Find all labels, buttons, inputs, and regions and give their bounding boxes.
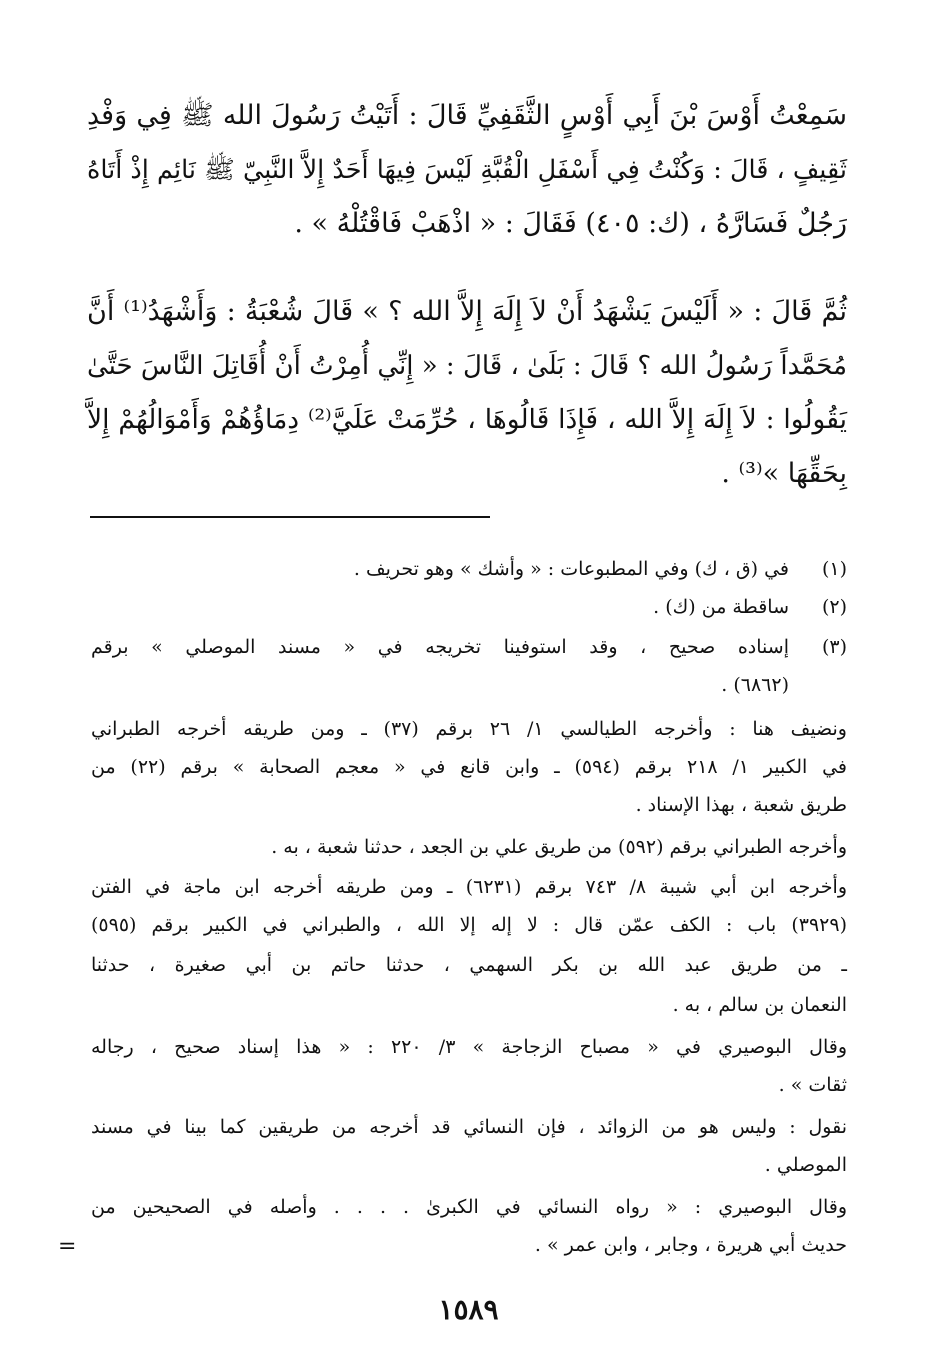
- footnote-number-2: (٢): [821, 596, 847, 618]
- note-line-3: طريق شعبة ، بهذا الإسناد .: [635, 794, 847, 816]
- footnote-separator: [90, 516, 490, 518]
- note-line-10: ثقات » .: [778, 1074, 847, 1096]
- footnote-1: في (ق ، ك) وفي المطبوعات : « وأشك » وهو تحريف .: [353, 558, 789, 580]
- paragraph1-line-1: سَمِعْتُ أَوْسَ بْنَ أَبِي أَوْسٍ الثَّقَفِيِّ قَالَ : أَتَيْتُ رَسُولَ الله ﷺ فِي وَفْدِ: [87, 100, 847, 131]
- note-line-8: النعمان بن سالم ، به .: [672, 994, 847, 1016]
- footnote-3-line-1: إسناده صحيح ، وقد استوفينا تخريجه في « مسند الموصلي » برقم: [91, 636, 789, 658]
- paragraph1-line-3: رَجُلٌ فَسَارَّهُ ، (ك: ٤٠٥) فَقَالَ : « اذْهَبْ فَاقْتُلْهُ » .: [294, 208, 847, 239]
- note-line-12: الموصلي .: [764, 1154, 847, 1176]
- paragraph2-line-3: يَقُولُوا : لاَ إِلَهَ إِلاَّ الله ، فَإِذَا قَالُوهَا ، حُرِّمَتْ عَلَيَّ⁽²⁾ دِمَاؤُهُمْ وَأَمْوَالُهُمْ إِلاَّ: [87, 404, 847, 435]
- note-line-2: في الكبير ١/ ٢١٨ برقم (٥٩٤) ـ وابن قانع في « معجم الصحابة » برقم (٢٢) من: [91, 756, 847, 778]
- paragraph2-line-2: مُحَمَّداً رَسُولُ الله ؟ قَالَ : بَلَىٰ ، قَالَ : « إِنِّي أُمِرْتُ أَنْ أُقَاتِلَ النَّاسَ حَتَّىٰ: [87, 351, 847, 381]
- footnote-2: ساقطة من (ك) .: [653, 596, 789, 618]
- note-line-4: وأخرجه الطبراني برقم (٥٩٢) من طريق علي بن الجعد ، حدثنا شعبة ، به .: [271, 836, 847, 858]
- note-line-7: ـ من طريق عبد الله بن بكر السهمي ، حدثنا حاتم بن أبي صغيرة ، حدثنا: [91, 954, 847, 976]
- footnote-number-3: (٣): [821, 636, 847, 658]
- note-line-14: حديث أبي هريرة ، وجابر ، وابن عمر » .: [534, 1234, 847, 1256]
- note-line-9: وقال البوصيري في « مصباح الزجاجة » ٣/ ٢٢٠ : « هذا إسناد صحيح ، رجاله: [91, 1036, 847, 1058]
- footnote-number-1: (١): [821, 558, 847, 580]
- note-line-11: نقول : وليس هو من الزوائد ، فإن النسائي قد أخرجه من طريقين كما بينا في مسند: [91, 1116, 847, 1138]
- paragraph2-line-4: بِحَقِّهَا »⁽³⁾ .: [721, 458, 847, 489]
- paragraph1-line-2: ثَقِيفٍ ، قَالَ : وَكُنْتُ فِي أَسْفَلِ الْقُبَّةِ لَيْسَ فِيهَا أَحَدٌ إِلاَّ النَّبِيّ ﷺ نَائِم إِذْ أَتَاهُ: [87, 155, 847, 185]
- paragraph2-line-1: ثُمَّ قَالَ : « أَلَيْسَ يَشْهَدُ أَنْ لاَ إِلَهَ إِلاَّ الله ؟ » قَالَ شُعْبَةُ : وَأَشْهَدُ⁽¹⁾ أَنَّ: [87, 296, 847, 327]
- continuation-mark: =: [58, 1234, 77, 1259]
- page-number: ١٥٨٩: [438, 1293, 499, 1326]
- note-line-6: (٣٩٢٩) باب : الكف عمّن قال : لا إله إلا الله ، والطبراني في الكبير برقم (٥٩٥): [91, 914, 847, 936]
- note-line-5: وأخرجه ابن أبي شيبة ٨/ ٧٤٣ برقم (٦٢٣١) ـ ومن طريقه أخرجه ابن ماجة في الفتن: [91, 876, 847, 898]
- note-line-1: ونضيف هنا : وأخرجه الطيالسي ١/ ٢٦ برقم (٣٧) ـ ومن طريقه أخرجه الطبراني: [91, 718, 847, 740]
- footnote-3-line-2: (٦٨٦٢) .: [721, 674, 789, 696]
- note-line-13: وقال البوصيري : « رواه النسائي في الكبرىٰ . . . . وأصله في الصحيحين من: [91, 1196, 847, 1218]
